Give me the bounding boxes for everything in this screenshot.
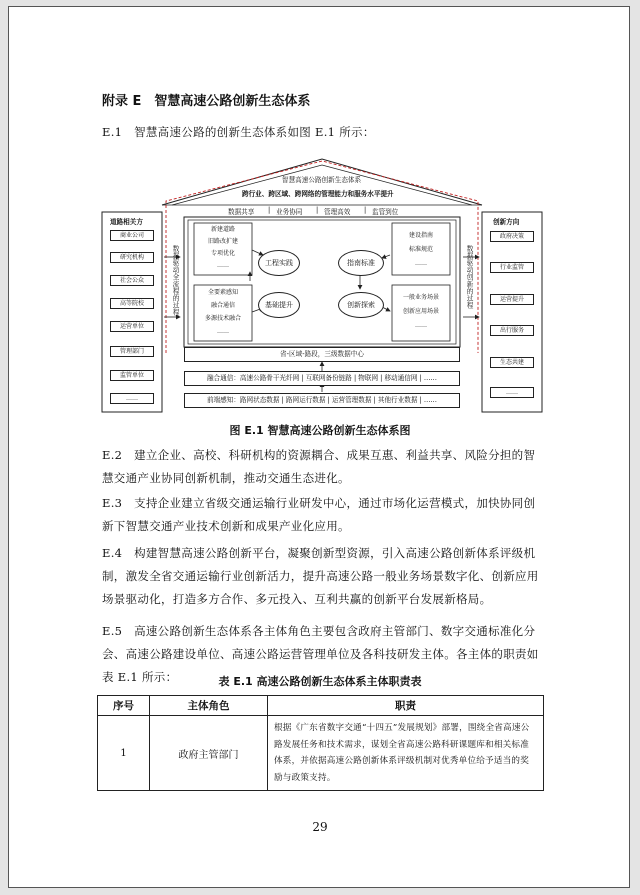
duty-table <box>97 695 544 791</box>
box-tr-item: 建设指南 <box>408 232 433 239</box>
left-panel-item: 商业公司 <box>110 230 154 241</box>
box-tl-item: …… <box>217 262 229 269</box>
box-tr-item: …… <box>415 260 427 267</box>
header-duty: 职责 <box>268 696 544 716</box>
header-role: 主体角色 <box>150 696 268 716</box>
box-bl-item: …… <box>217 328 229 335</box>
box-tl-item: 新建道路 <box>210 226 235 233</box>
box-br-item: …… <box>415 322 427 329</box>
box-bl-item: 全要素感知 <box>207 289 238 296</box>
page-number: 29 <box>312 820 328 834</box>
paragraph-e1: E.1 智慧高速公路的创新生态体系如图 E.1 所示： <box>102 125 375 139</box>
header-no: 序号 <box>98 696 150 716</box>
cell-duty: 根据《广东省数字交通“十四五”发展规划》部署，围绕全省高速公路发展任务和技术需求，谋划全省高速公路科研课题库和相关标准体系，并依据高速公路创新体系评级机制对优秀单位给予适当的奖励与政策支持。 <box>268 716 544 791</box>
right-panel-item: 行业监管 <box>490 262 534 273</box>
paragraph-e4: E.4 构建智慧高速公路创新平台，凝聚创新型资源，引入高速公路创新体系评级机制，激发全省交通运输行业创新活力，提升高速公路一般业务场景数字化、创新应用场景驱动化，打造多方合作、多元投入、互利共赢的创新平台发展新格局。 <box>102 546 539 606</box>
left-panel-item: 管理部门 <box>110 346 154 357</box>
box-tl-item: 专项优化 <box>210 250 235 257</box>
circle-node: 基础提升 <box>258 292 300 318</box>
box-bl-item: 融合通信 <box>210 302 235 309</box>
table-caption: 表 E.1 高速公路创新生态体系主体职责表 <box>218 675 422 688</box>
top-row-item: 监管到位 <box>372 208 399 216</box>
paragraph-e3: E.3 支持企业建立省级交通运输行业研发中心，通过市场化运营模式，加快协同创新下智慧交通产业技术创新和成果产业化应用。 <box>102 496 536 533</box>
left-panel-item: …… <box>110 393 154 404</box>
left-panel-item: 监管单位 <box>110 370 154 381</box>
box-bl-item: 多源技术融合 <box>204 315 241 322</box>
sense-bar: 前端感知：路网状态数据 | 路网运行数据 | 运营管理数据 | 其他行业数据 | …… <box>184 393 460 408</box>
right-panel-title: 创新方向 <box>493 218 520 226</box>
cell-role: 政府主管部门 <box>150 716 268 791</box>
circle-node: 创新探索 <box>338 292 384 318</box>
paragraph-e2: E.2 建立企业、高校、科研机构的资源耦合、成果互惠、利益共享、风险分担的智慧交通产业协同创新机制，推动交通生态进化。 <box>102 448 536 485</box>
table-header-row <box>98 696 544 716</box>
box-tr-item: 标准规范 <box>408 246 433 253</box>
right-panel-item: 运营提升 <box>490 294 534 305</box>
circle-node: 指南标准 <box>338 250 384 276</box>
left-panel-item: 运营单位 <box>110 321 154 332</box>
right-panel-item: …… <box>490 387 534 398</box>
left-panel-item: 高等院校 <box>110 298 154 309</box>
roof-title: 智慧高速公路创新生态体系 <box>282 176 362 184</box>
ecosystem-diagram: 智慧高速公路创新生态体系 跨行业、跨区域、跨网络的管理能力和服务水平提升 数据共享 | 业务协同 | 管理高效 | 监管到位 道路相关方 商业公司 研究机构 社会公众 高等院校 运营单位 管理部门 监管单位 …… 创新方向 政府决策 行业监管 运营提升 出行服务 生态共建 …… 数据驱动全流程的过程 数据驱动创新的过程 新建道路 旧路改扩建 专项优化 …… 全要素感知 融合通信 多源技术融合 …… 建设指南 标准规范 …… 一般业务场景 创新应用场景 …… 工程实践 指南标准 基础提升 创新探索 省-区域-路段，三级数据中心 融合通信：高速公路骨干光纤网 | 互联网备份链路 | 物联网 | 移动通信网 | …… 前端感知：路网状态数据 | 路网运行数据 | 运营管理数据 | 其他行业数据 | …… <box>100 157 544 415</box>
top-row-item: 数据共享 <box>228 208 255 216</box>
box-br-item: 创新应用场景 <box>402 308 439 315</box>
roof-subtitle: 跨行业、跨区域、跨网络的管理能力和服务水平提升 <box>242 190 394 198</box>
right-vertical-label: 数据驱动创新的过程 <box>465 245 473 309</box>
left-panel-item: 社会公众 <box>110 275 154 286</box>
circle-node: 工程实践 <box>258 250 300 276</box>
paragraph-e5: E.5 高速公路创新生态体系各主体角色主要包含政府主管部门、数字交通标准化分会、高速公路建设单位、高速公路运营管理单位及各科技研发主体。各主体的职责如表 E.1 所示： <box>102 624 539 684</box>
left-panel-item: 研究机构 <box>110 252 154 263</box>
figure-caption: 图 E.1 智慧高速公路创新生态体系图 <box>229 424 411 437</box>
table-row <box>98 716 544 791</box>
right-panel-item: 出行服务 <box>490 325 534 336</box>
data-center-bar: 省-区域-路段，三级数据中心 <box>184 347 460 362</box>
top-row-item: 业务协同 <box>276 208 303 216</box>
appendix-heading: 附录 E 智慧高速公路创新生态体系 <box>102 94 311 109</box>
cell-no: 1 <box>98 716 150 791</box>
right-panel-item: 生态共建 <box>490 357 534 368</box>
box-br-item: 一般业务场景 <box>402 294 439 301</box>
right-panel-item: 政府决策 <box>490 231 534 242</box>
top-row-item: 管理高效 <box>324 208 351 216</box>
box-tl-item: 旧路改扩建 <box>207 238 238 245</box>
left-panel-title: 道路相关方 <box>110 218 143 226</box>
left-vertical-label: 数据驱动全流程的过程 <box>171 245 179 316</box>
comm-bar: 融合通信：高速公路骨干光纤网 | 互联网备份链路 | 物联网 | 移动通信网 | …… <box>184 371 460 386</box>
